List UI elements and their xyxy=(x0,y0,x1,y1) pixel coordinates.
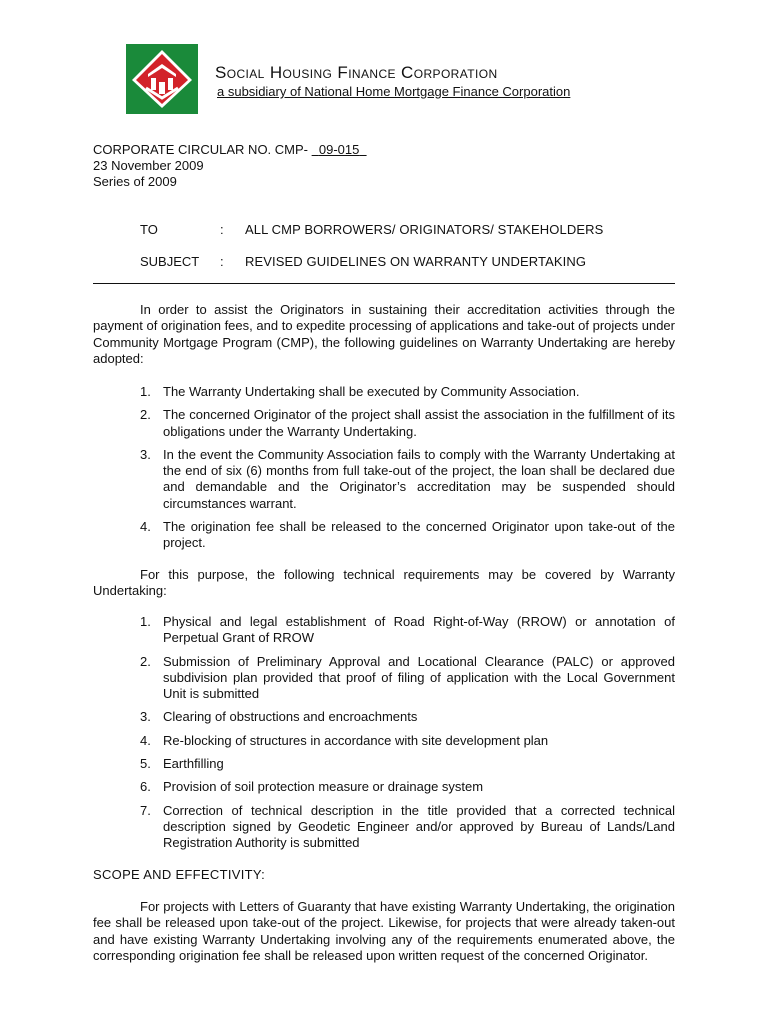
circular-series: Series of 2009 xyxy=(93,174,177,189)
list-item: 4. The origination fee shall be released to the concerned Originator upon take-out of the project. xyxy=(140,519,675,551)
list-item: 3. Clearing of obstructions and encroachments xyxy=(140,709,418,725)
list-item: 4. Re-blocking of structures in accordance with site development plan xyxy=(140,732,549,748)
subject-colon: : xyxy=(220,254,224,269)
circular-label: CORPORATE CIRCULAR NO. CMP- xyxy=(93,142,308,157)
to-colon: : xyxy=(220,222,224,237)
subject-value: REVISED GUIDELINES ON WARRANTY UNDERTAKING xyxy=(245,254,587,269)
list-item: 3. In the event the Community Association fails to comply with the Warranty Undertaking at the end of six (6) months from full take-out of the project, the loan shall be declared due and demandable and the Originator’s accreditation may be suspended should circumstances warrant. xyxy=(140,446,675,511)
shfc-logo-icon xyxy=(126,44,198,114)
circular-number: 09-015 xyxy=(318,142,360,157)
subject-label: SUBJECT xyxy=(140,254,200,269)
list-item: 1. Physical and legal establishment of Road Right-of-Way (RROW) or annotation of Perpetual Grant of RROW xyxy=(140,614,675,646)
requirements-list xyxy=(140,614,675,859)
circular-line xyxy=(93,142,367,158)
circular-date: 23 November 2009 xyxy=(93,158,204,173)
list-item: 7. Correction of technical description in the title provided that a corrected technical description signed by Geodetic Engineer and/or approved by Bureau of Lands/Land Registration Authority is submitted xyxy=(140,802,675,851)
list-item: 6. Provision of soil protection measure or drainage system xyxy=(140,779,484,795)
scope-paragraph: For projects with Letters of Guaranty that have existing Warranty Undertaking, the origination fee shall be released upon take-out of the project. Likewise, for projects that were already taken-out and have existing Warranty Undertaking involving any of the requirements enumerated above, the corresponding origination fee shall be released upon written request of the concerned Originator. xyxy=(93,899,675,963)
to-label: TO xyxy=(140,222,158,237)
list-item: 2. The concerned Originator of the project shall assist the association in the fulfillment of its obligations under the Warranty Undertaking. xyxy=(140,407,675,439)
scope-title: SCOPE AND EFFECTIVITY: xyxy=(93,867,266,882)
org-name: Social Housing Finance Corporation xyxy=(215,63,498,82)
list-item: 2. Submission of Preliminary Approval and Locational Clearance (PALC) or approved subdivision plan provided that proof of filing of application with the Local Government Unit is submitted xyxy=(140,653,675,702)
list-item: 5. Earthfilling xyxy=(140,756,224,772)
list-item: 1. The Warranty Undertaking shall be executed by Community Association. xyxy=(140,384,580,399)
intro-paragraph: In order to assist the Originators in sustaining their accreditation activities through the payment of origination fees, and to expedite processing of applications and take-out of projects under Community Mortgage Program (CMP), the following guidelines on Warranty Undertaking are hereby adopted: xyxy=(93,302,675,366)
purpose-paragraph: For this purpose, the following technical requirements may be covered by Warranty Undertaking: xyxy=(93,567,675,599)
org-subsidiary: a subsidiary of National Home Mortgage Finance Corporation xyxy=(217,84,571,99)
to-value: ALL CMP BORROWERS/ ORIGINATORS/ STAKEHOLDERS xyxy=(245,222,604,237)
guidelines-list xyxy=(140,384,675,559)
header-divider xyxy=(93,283,675,284)
